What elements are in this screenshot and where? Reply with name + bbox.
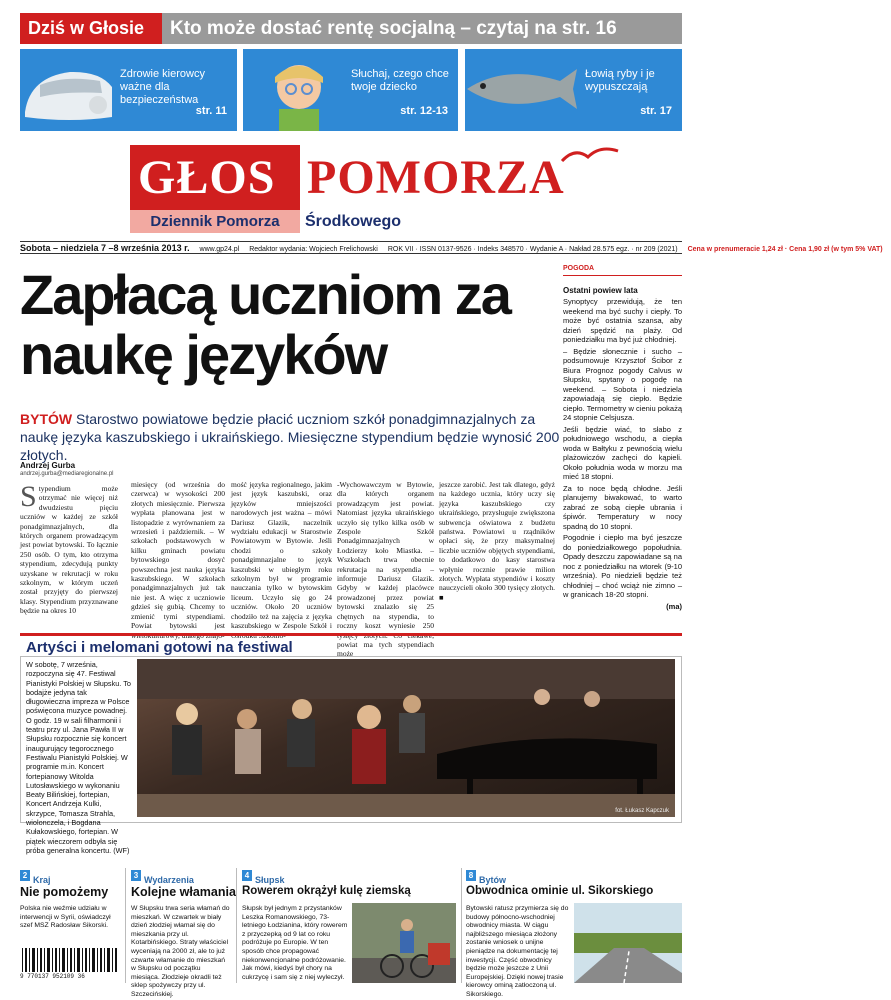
car-icon bbox=[20, 57, 115, 127]
main-headline[interactable]: Zapłacą uczniom za naukę języków bbox=[20, 263, 510, 386]
article-column-1 bbox=[20, 480, 118, 624]
weather-paragraph: Jeśli będzie wiać, to słabo z południowego wschodu, a ciepła woda w Bałtyku z pewnością wielu plażowiczów zachęci do kąpieli. Około południa woda w morzu ma mieć 18 stopni. bbox=[563, 424, 682, 481]
top-banner bbox=[20, 13, 682, 44]
child-icon bbox=[261, 53, 336, 131]
story-3-section-label: Słupsk bbox=[255, 875, 285, 885]
fish-icon bbox=[465, 59, 580, 119]
column-divider bbox=[125, 868, 126, 983]
story-2-page-number: 3 bbox=[131, 870, 141, 881]
weather-paragraph: Pogodnie i ciepło ma być jeszcze do poniedziałkowego popołudnia. Opady deszczu zapowiadane są na noc z poniedziałku na wtorek (9-10 września). Po niedzieli będzie też chłodniej – choć wciąż nie zimno – w granicach 18-20 stopni. bbox=[563, 533, 682, 599]
issue-editor: Redaktor wydania: Wojciech Frelichowski bbox=[249, 246, 378, 253]
masthead-title-right: POMORZA bbox=[307, 151, 565, 204]
weather-paragraph: Za to noce będą chłodne. Jeśli planujemy biwakować, to warto zabrać ze sobą ciepłe ubrania i śpiwór. Temperatury w nocy spadną do 10 stopni. bbox=[563, 483, 682, 531]
photo-credit: fot. Łukasz Kapczuk bbox=[615, 808, 669, 814]
cyclist-photo bbox=[352, 903, 456, 983]
weather-title: Ostatni powiew lata bbox=[563, 285, 638, 295]
issue-numbers: ROK VII · ISSN 0137-9526 · Indeks 348570 · Wydanie A · Nakład 28.575 egz. · nr 209 (2021) bbox=[387, 246, 678, 253]
road-photo bbox=[574, 903, 682, 983]
masthead-title-left: GŁOS bbox=[138, 151, 276, 204]
barcode-number: 9 770137 952109 36 bbox=[20, 973, 85, 980]
top-banner-right: Kto może dostać rentę socjalną – czytaj na str. 16 bbox=[170, 18, 617, 39]
teaser-3[interactable] bbox=[465, 49, 682, 131]
masthead-subtitle-left: Dziennik Pomorza bbox=[130, 210, 300, 233]
story-4-section-label: Bytów bbox=[479, 875, 506, 885]
teaser-1-page: str. 11 bbox=[195, 105, 227, 117]
story-1-text: Polska nie weźmie udziału w interwencji w Syrii, oświadczył szef MSZ Radosław Sikorski. bbox=[20, 905, 111, 930]
column-divider bbox=[236, 868, 237, 983]
orchestra-photo bbox=[137, 659, 675, 817]
weather-paragraph: – Będzie słonecznie i sucho – podsumowuje Krzysztof Ścibor z Biura Prognoz pogody Calvus w Słupsku, spytany o pogodę na weekend. – Sobota i niedziela zapowiadają się ciepło. Będzie ciepło. Termometry w cieniu pokażą 24 stopnie Celsjusza. bbox=[563, 346, 682, 422]
masthead-subtitle-right: Środkowego bbox=[305, 213, 402, 230]
column-divider bbox=[461, 868, 462, 983]
story-2-section-label: Wydarzenia bbox=[144, 875, 194, 885]
weather-section-label: POGODA bbox=[563, 264, 682, 276]
orchestra-illustration bbox=[137, 659, 675, 817]
story-1-section-label: Kraj bbox=[33, 875, 51, 885]
author-email[interactable]: andrzej.gurba@mediaregionalne.pl bbox=[20, 471, 114, 477]
story-3-text: Słupsk był jednym z przystanków Leszka Romanowskiego, 73-letniego Łodzianina, który rowerem z przyczepką od 9 lat co roku podróżuje po Europie. W ten sposób chce propagować niekonwencjonalne podróżowanie. Jak mówi, kiedyś był chory na cukrzycę i sam się z niej wyleczył. bbox=[242, 905, 348, 981]
article-column-1-text: typendium może otrzymać nie więcej niż dwudziestu pięciu uczniów w każdej ze szkół ponadgimnazjalnych, dla których organem prowadzącym jest powiat bytowski. To łącznie 250 osób. O tym, kto otrzyma stypendium, zdecydują punkty uzyskane w rekrutacji w roku szkolnym, w którym uczeń został przyjęty do pierwszej klasy. Stypendium przyznawane będzie na okres 10 bbox=[20, 484, 118, 616]
teaser-2-page: str. 12-13 bbox=[400, 105, 448, 117]
teaser-3-page: str. 17 bbox=[640, 105, 672, 117]
story-1-page-number: 2 bbox=[20, 870, 30, 881]
lead-text: Starostwo powiatowe będzie płacić uczniom szkół ponadgimnazjalnych za naukę języka kaszubskiego i ukraińskiego. Miesięczne stypendium będzie wynosić 200 złotych. bbox=[20, 411, 560, 463]
story-3-page-number: 4 bbox=[242, 870, 252, 881]
weather-sidebar bbox=[563, 264, 682, 624]
teaser-2-text: Słuchaj, czego chce twoje dziecko bbox=[351, 68, 449, 93]
article-column-5: jeszcze zarobić. Jest tak dlatego, gdyż na każdego ucznia, który uczy się języka kaszubskiego czy ukraińskiego, przysługuje zwiększona subwencja oświatowa z budżetu państwa. Powiatowi u rządników opłaci się, że przy maksymalnej liczbie uczniów objętych stypendiami, to dodatkowo do kasy starostwa wpłynie rocznie prawie milion złotych. Wypłata stypendiów i koszty nauczycieli około 300 tysięcy złotych. ■ bbox=[439, 480, 555, 602]
issue-date: Sobota – niedziela 7 –8 września 2013 r. bbox=[20, 243, 190, 253]
story-3-title[interactable]: Rowerem okrążył kulę ziemską bbox=[242, 885, 411, 897]
story-4-text: Bytowski ratusz przymierza się do budowy północno-wschodniej obwodnicy miasta. W ciągu najbliższego miesiąca złożony zostanie wniosek o unijne pieniądze na dokumentację tej inwestycji. Część obwodnicy będzie może jeszcze z Unii Europejskiej. Dzięki nowej trasie kierowcy ominą zatłoczoną ul. Sikorskiego. bbox=[466, 905, 569, 998]
article-column-4: -Wychowawczym w Bytowie, dla których organem prowadzącym jest powiat. Natomiast języka ukraińskiego uczyło się tylko kilka osób w Zespole Szkół Ponadgimnazjalnych w Łodzierzy koło Miastka. – Wszkołach trwa obecnie rekrutacja na stypendia – informuje Dariusz Glazik. Gdyby w każdej placówce prowadzonej przez powiat bytowski znalazło się 25 chętnych na stypendia, to roczny koszt wyniesie 250 powiat ma tych stypendiach może bbox=[337, 480, 434, 659]
weather-paragraph: Synoptycy przewidują, że ten weekend ma być suchy i ciepły. To może być ostatnia szansa, aby dzień spędzić na plaży. Od poniedziałku ma być już chłodniej. bbox=[563, 297, 682, 344]
article-column-3: mość języka regionalnego, jakim jest język kaszubski, oraz języków mniejszości narodowych jest ważna – mówi Dariusz Glazik, naczelnik wydziału edukacji w Starostwie Powiatowym w Bytowie. Jeśli chodzi o szkoły ponadgimnazjalne to język kaszubski w ubiegłym roku szkolnym był w programie nauczania tylko w bytowskim liceum. Uczyło się go 24 uczniów. Około 20 uczniów chodziło też na zajęcia z języka kaszubskiego w Zespole Szkół i bbox=[231, 480, 332, 631]
feature-text: W sobotę, 7 września, rozpoczyna się 47. Festiwal Pianistyki Polskiej w Słupsku. To bodajże jedyna tak długowieczna impreza w Polsce poświęcona muzyce powadnej. O godz. 19 w sali filharmonii i teatru przy ul. Jana Pawła II w Słupsku rozpocznie się koncert inaugurujący tegorocznego Festiwalu Pianistyki Polskiej. W programie m.in. Koncert fortepianowy Witolda Lutosławskiego w wykonaniu Beaty Bilińskiej, fortepian, Koncert Andrzeja Kulki, skrzypce, Tomasza Strahla, wiolonczela, i Bogdana Kułakowskiego, fortepian. W piątek wieczorem odbyła się próba generalna koncertu. (WF) bbox=[26, 660, 131, 855]
story-2-title[interactable]: Kolejne włamania bbox=[131, 885, 236, 899]
lead-location: BYTÓW bbox=[20, 411, 73, 427]
teaser-3-text: Łowią ryby i je wypuszczają bbox=[585, 68, 655, 93]
dateline bbox=[20, 241, 883, 254]
seagull-logo-icon bbox=[560, 143, 620, 168]
article-column-2: miesięcy (od września do czerwca) w wysokości 200 złotych miesięcznie. Pierwsza wypłata planowana jest w listopadzie z wyrównaniem za wrzesień i październik. – W szkołach podstawowych w kilku gminach powiatu bytowskiego dosyć powszechna jest nauka języka kaszubskiego. W szkołach ponadgimnazjalnych już tak nie jest. A więc z uczniowie gdzieś się gubią. Chcemy to zmienić tymi stypendiami. Powiat bytowski jest bbox=[131, 480, 225, 631]
author-name: Andrzej Gurba bbox=[20, 461, 76, 470]
feature-rule bbox=[20, 633, 682, 636]
teaser-1[interactable] bbox=[20, 49, 237, 131]
story-4-page-number: 8 bbox=[466, 870, 476, 881]
teaser-2[interactable] bbox=[243, 49, 458, 131]
story-1-title[interactable]: Nie pomożemy bbox=[20, 885, 109, 899]
issue-price: Cena w prenumeracie 1,24 zł · Cena 1,90 zł (w tym 5% VAT) bbox=[687, 246, 883, 253]
feature-title[interactable]: Artyści i melomani gotowi na festiwal bbox=[26, 639, 293, 656]
teaser-1-text: Zdrowie kierowcy ważne dla bezpieczeństwa bbox=[120, 68, 205, 106]
article-lead bbox=[20, 410, 565, 464]
drop-cap: S bbox=[20, 480, 37, 513]
website-link[interactable]: www.gp24.pl bbox=[199, 246, 240, 253]
top-banner-left: Dziś w Głosie bbox=[20, 13, 162, 44]
weather-signature: (ma) bbox=[666, 601, 682, 611]
story-4-title[interactable]: Obwodnica ominie ul. Sikorskiego bbox=[466, 885, 654, 897]
story-2-text: W Słupsku trwa seria włamań do mieszkań. W czwartek w biały dzień złodziej włamał się do mieszkania przy ul. Kotarbińskiego. Straty właściciel wyceniają na 2000 zł, ale to już czwarte włamanie do mieszkań w Słupsku od początku miesiąca. Złodzieje okradli też sklep spożywczy przy ul. Szczecińskiej. bbox=[131, 905, 230, 998]
